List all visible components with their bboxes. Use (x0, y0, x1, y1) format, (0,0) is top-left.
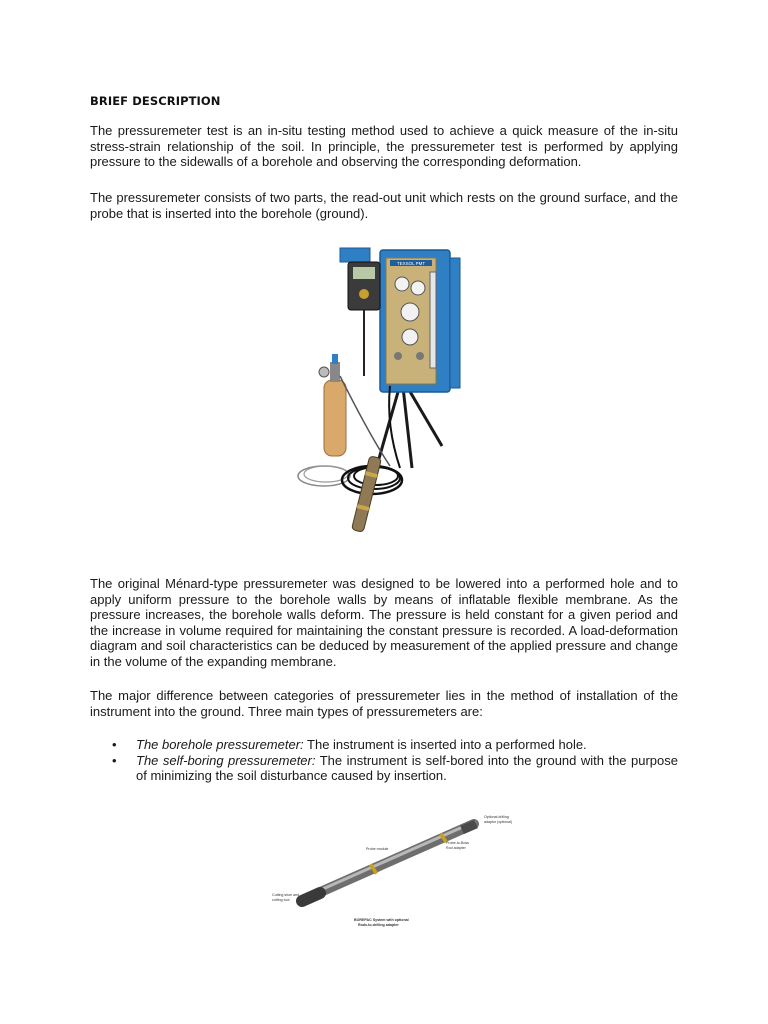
bullet-icon: • (112, 737, 117, 752)
panel-label: TEXSOL PMT (396, 261, 426, 266)
gas-bottle (324, 380, 346, 456)
label-cutting-shoe-2: cutting tool (272, 898, 290, 902)
paragraph-types: The major difference between categories of pressuremeter lies in the method of installation of the instrument into the ground. Three main types of pressuremeters are: (90, 688, 678, 719)
probe-diagram-image (262, 804, 512, 932)
figure-caption-2: Rods-to-drilling adapter (358, 923, 399, 927)
label-drilling-adaptor-2: adaptor (optional) (484, 820, 512, 824)
pressuremeter-equipment-image (290, 236, 470, 542)
list-item-term: The borehole pressuremeter: (136, 737, 304, 752)
list-item (90, 753, 678, 784)
label-rod-adapter-2: Rod adapter (446, 846, 466, 850)
bullet-icon: • (112, 752, 117, 768)
label-probe-module: Probe module (366, 847, 389, 851)
label-drilling-adaptor: Optional drilling (484, 815, 509, 819)
figure-caption: BOREPAC System with optional (354, 918, 409, 922)
list-item (90, 737, 678, 753)
list-item-text: The instrument is inserted into a performed hole. (303, 737, 587, 752)
list-item-term: The self-boring pressuremeter: (136, 752, 316, 768)
paragraph-intro: The pressuremeter test is an in-situ testing method used to achieve a quick measure of the in-situ stress-strain relationship of the soil. In principle, the pressuremeter test is performed by applying pressure to the sidewalls of a borehole and observing the corresponding deformation. (90, 123, 678, 170)
label-rod-adapter: Probe-to-Boss (446, 841, 469, 845)
label-cutting-shoe: Cutting shoe and (272, 893, 300, 897)
list-item-text: The instrument is self-bored into the ground with the purpose of minimizing the soil disturbance caused by insertion. (136, 752, 678, 784)
pressuremeter-types-list (90, 737, 678, 784)
paragraph-parts: The pressuremeter consists of two parts, the read-out unit which rests on the ground surface, and the probe that is inserted into the borehole (ground). (90, 190, 678, 221)
section-heading: BRIEF DESCRIPTION (90, 94, 221, 108)
paragraph-menard: The original Ménard-type pressuremeter was designed to be lowered into a performed hole and to apply uniform pressure to the borehole walls by means of inflatable flexible membrane. As the pressure increases, the borehole walls deform. The pressure is held constant for a given period and the increase in volume required for maintaining the constant pressure is recorded. A load-deformation diagram and soil characteristics can be deduced by measurement of the applied pressure and change in the volume of the expanding membrane. (90, 576, 678, 669)
